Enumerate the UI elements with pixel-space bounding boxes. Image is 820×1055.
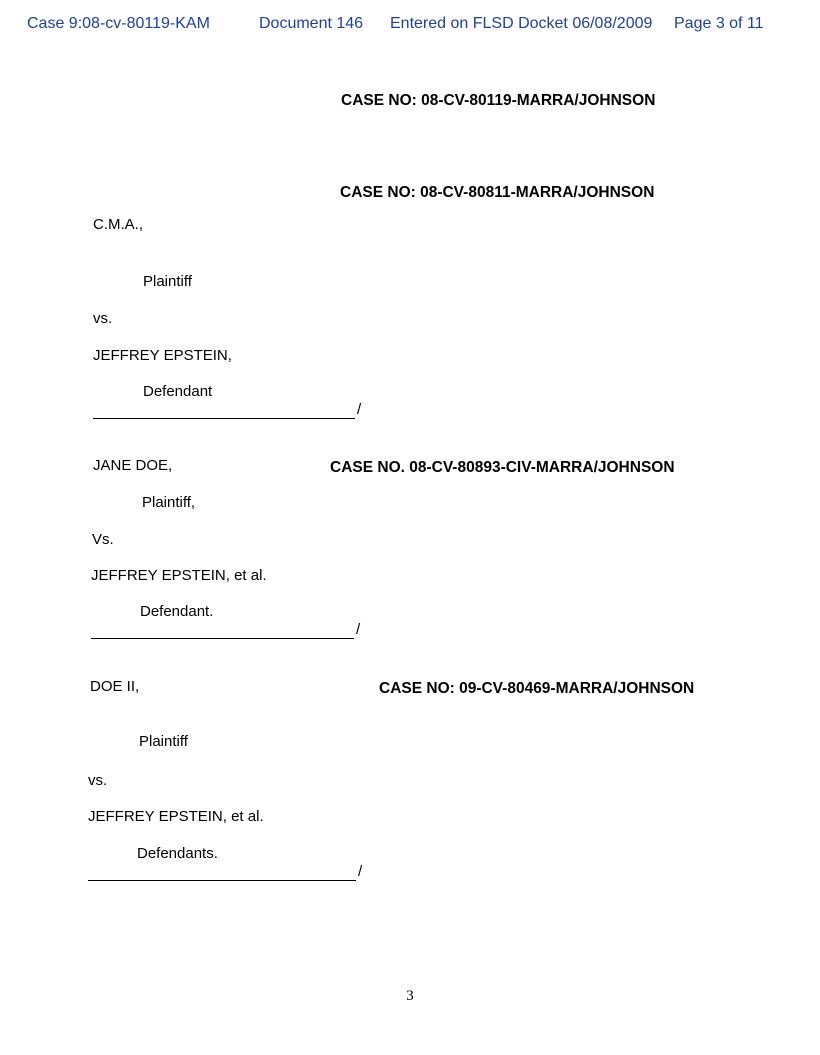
- party-role: Defendants.: [137, 845, 218, 862]
- party-role: Plaintiff: [143, 273, 192, 290]
- party-role: Defendant.: [140, 603, 214, 620]
- header-case-number: Case 9:08-cv-80119-KAM: [27, 15, 210, 32]
- party-name: JEFFREY EPSTEIN, et al.: [88, 808, 264, 825]
- signature-rule: [91, 638, 354, 639]
- header-page-count: Page 3 of 11: [674, 15, 764, 32]
- party-name: JEFFREY EPSTEIN, et al.: [91, 567, 267, 584]
- rule-slash: /: [357, 401, 362, 418]
- party-role: Plaintiff: [139, 733, 188, 750]
- party-name: C.M.A.,: [93, 216, 144, 233]
- case-number-1: CASE NO: 08-CV-80119-MARRA/JOHNSON: [341, 92, 656, 109]
- versus-text: vs.: [88, 772, 108, 789]
- docket-header: [0, 15, 820, 41]
- case-number-3: CASE NO. 08-CV-80893-CIV-MARRA/JOHNSON: [330, 459, 675, 476]
- signature-rule: [88, 880, 356, 881]
- party-role: Defendant: [143, 383, 213, 400]
- party-name: DOE II,: [90, 678, 140, 695]
- party-name: JANE DOE,: [93, 457, 173, 474]
- versus-text: vs.: [93, 310, 113, 327]
- header-docket-entry: Entered on FLSD Docket 06/08/2009: [390, 15, 653, 32]
- party-name: JEFFREY EPSTEIN,: [93, 347, 232, 364]
- signature-rule: [93, 418, 355, 419]
- page-number: 3: [406, 988, 414, 1004]
- rule-slash: /: [358, 863, 363, 880]
- case-number-2: CASE NO: 08-CV-80811-MARRA/JOHNSON: [340, 184, 655, 201]
- versus-text: Vs.: [92, 531, 114, 548]
- rule-slash: /: [356, 621, 361, 638]
- party-role: Plaintiff,: [142, 494, 196, 511]
- case-number-4: CASE NO: 09-CV-80469-MARRA/JOHNSON: [379, 680, 695, 697]
- header-document-number: Document 146: [259, 15, 364, 32]
